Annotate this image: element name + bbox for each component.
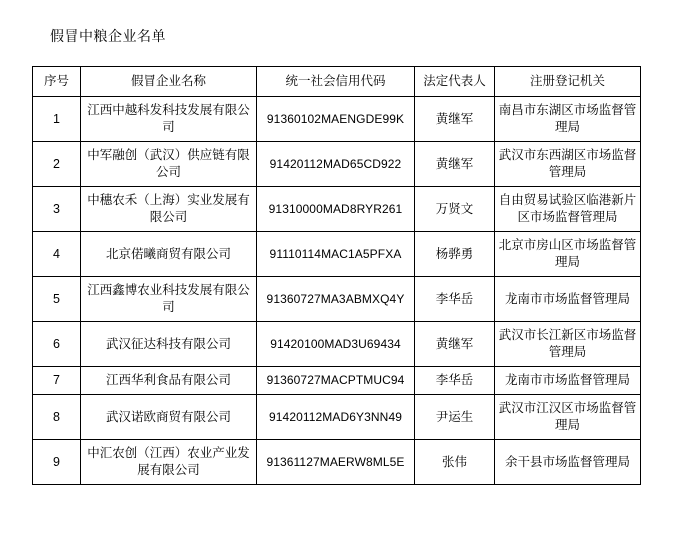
cell-legal-rep: 黄继军 <box>415 322 495 367</box>
cell-company-name: 江西华利食品有限公司 <box>81 367 257 395</box>
cell-registration-authority: 武汉市东西湖区市场监督管理局 <box>495 142 641 187</box>
cell-credit-code: 91360727MA3ABMXQ4Y <box>257 277 415 322</box>
cell-credit-code: 91361127MAERW8ML5E <box>257 440 415 485</box>
cell-legal-rep: 李华岳 <box>415 277 495 322</box>
column-header-legal-rep: 法定代表人 <box>415 67 495 97</box>
table-row <box>33 187 641 232</box>
cell-credit-code: 91360727MACPTMUC94 <box>257 367 415 395</box>
cell-company-name: 武汉征达科技有限公司 <box>81 322 257 367</box>
column-header-registration-authority: 注册登记机关 <box>495 67 641 97</box>
cell-company-name: 江西中越科发科技发展有限公司 <box>81 97 257 142</box>
cell-registration-authority: 南昌市东湖区市场监督管理局 <box>495 97 641 142</box>
cell-registration-authority: 自由贸易试验区临港新片区市场监督管理局 <box>495 187 641 232</box>
column-header-credit-code: 统一社会信用代码 <box>257 67 415 97</box>
cell-credit-code: 91420112MAD65CD922 <box>257 142 415 187</box>
cell-company-name: 北京偌曦商贸有限公司 <box>81 232 257 277</box>
table-row <box>33 395 641 440</box>
page-title: 假冒中粮企业名单 <box>50 30 166 45</box>
cell-legal-rep: 李华岳 <box>415 367 495 395</box>
table-row <box>33 322 641 367</box>
cell-registration-authority: 武汉市江汉区市场监督管理局 <box>495 395 641 440</box>
cell-legal-rep: 万贤文 <box>415 187 495 232</box>
cell-registration-authority: 北京市房山区市场监督管理局 <box>495 232 641 277</box>
table-row <box>33 367 641 395</box>
cell-credit-code: 91110114MAC1A5PFXA <box>257 232 415 277</box>
cell-registration-authority: 武汉市长江新区市场监督管理局 <box>495 322 641 367</box>
column-header-company-name: 假冒企业名称 <box>81 67 257 97</box>
cell-index: 7 <box>33 367 81 395</box>
cell-legal-rep: 杨骅勇 <box>415 232 495 277</box>
cell-company-name: 武汉诺欧商贸有限公司 <box>81 395 257 440</box>
counterfeit-company-table <box>32 66 641 485</box>
column-header-index: 序号 <box>33 67 81 97</box>
cell-registration-authority: 龙南市市场监督管理局 <box>495 277 641 322</box>
table-row <box>33 440 641 485</box>
table-row <box>33 232 641 277</box>
cell-company-name: 中穗农禾（上海）实业发展有限公司 <box>81 187 257 232</box>
cell-company-name: 中军融创（武汉）供应链有限公司 <box>81 142 257 187</box>
cell-company-name: 中汇农创（江西）农业产业发展有限公司 <box>81 440 257 485</box>
table-body <box>33 97 641 485</box>
table-header-row <box>33 67 641 97</box>
cell-legal-rep: 黄继军 <box>415 97 495 142</box>
table-row <box>33 142 641 187</box>
cell-index: 2 <box>33 142 81 187</box>
cell-index: 3 <box>33 187 81 232</box>
cell-legal-rep: 张伟 <box>415 440 495 485</box>
cell-index: 1 <box>33 97 81 142</box>
cell-index: 9 <box>33 440 81 485</box>
cell-company-name: 江西鑫博农业科技发展有限公司 <box>81 277 257 322</box>
cell-index: 4 <box>33 232 81 277</box>
cell-registration-authority: 余干县市场监督管理局 <box>495 440 641 485</box>
cell-index: 5 <box>33 277 81 322</box>
cell-legal-rep: 尹运生 <box>415 395 495 440</box>
cell-credit-code: 91420100MAD3U69434 <box>257 322 415 367</box>
table-row <box>33 277 641 322</box>
cell-credit-code: 91360102MAENGDE99K <box>257 97 415 142</box>
table-row <box>33 97 641 142</box>
cell-registration-authority: 龙南市市场监督管理局 <box>495 367 641 395</box>
cell-index: 6 <box>33 322 81 367</box>
cell-credit-code: 91420112MAD6Y3NN49 <box>257 395 415 440</box>
cell-legal-rep: 黄继军 <box>415 142 495 187</box>
cell-credit-code: 91310000MAD8RYR261 <box>257 187 415 232</box>
cell-index: 8 <box>33 395 81 440</box>
